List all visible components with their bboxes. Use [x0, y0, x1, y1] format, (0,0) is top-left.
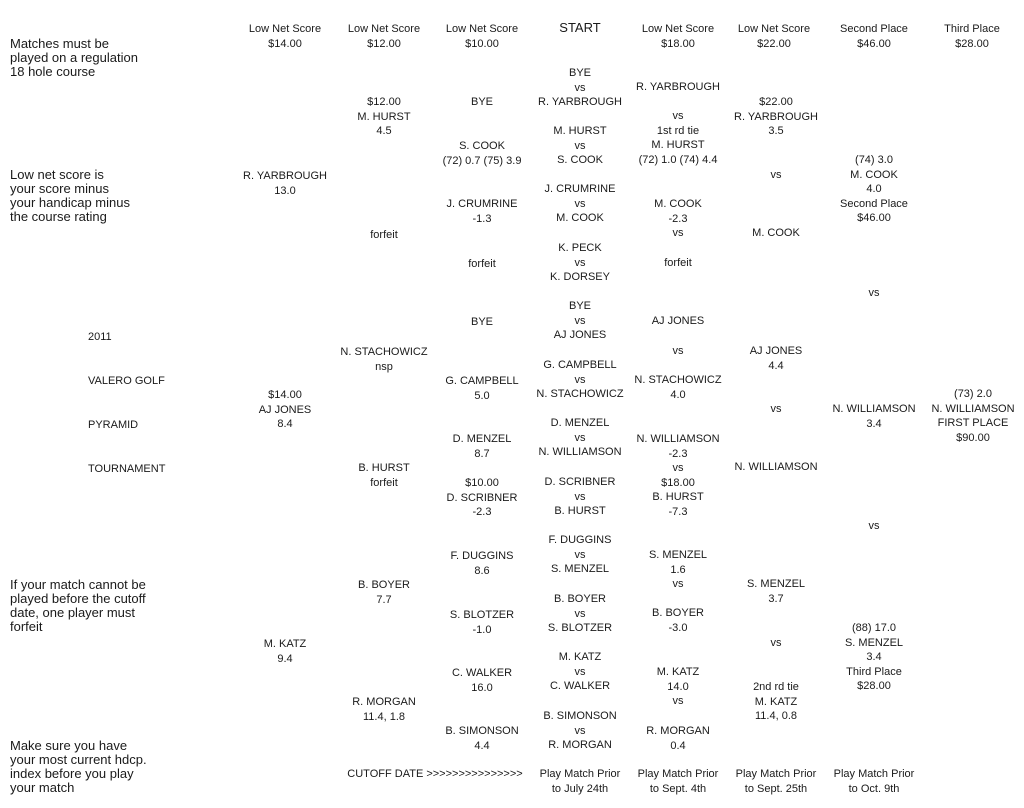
text-line: M. KATZ: [558, 651, 602, 663]
text-line: $90.00: [956, 431, 990, 444]
text-line: F. DUGGINS: [548, 534, 612, 546]
text-line: Low Net Score: [347, 23, 421, 35]
text-line: Low Net Score: [737, 23, 811, 35]
text-line: R. YARBROUGH: [243, 170, 327, 182]
col2-entry-b-hurst: [334, 461, 434, 490]
col6-entry-vs-3: [724, 636, 828, 651]
text-line: to Sept. 25th: [744, 782, 808, 795]
event-name-line3: TOURNAMENT: [88, 463, 166, 475]
col5-entry-jones: [628, 314, 728, 329]
text-line: $46.00: [857, 212, 891, 224]
text-line: R. YARBROUGH: [538, 96, 622, 108]
text-line: 3.4: [866, 651, 882, 663]
start-match-11: [520, 650, 640, 694]
text-line: your score minus: [10, 181, 109, 196]
text-line: vs: [672, 462, 684, 474]
event-year: 2011: [88, 331, 112, 343]
text-line: K. DORSEY: [550, 271, 610, 283]
text-line: Low net score is: [10, 167, 104, 182]
header-round5: [628, 22, 728, 51]
col3-entry-bye: [432, 95, 532, 110]
text-line: 7.7: [376, 593, 392, 606]
text-line: 16.0: [471, 681, 493, 694]
text-line: to July 24th: [551, 782, 609, 795]
text-line: forfeit: [10, 619, 43, 634]
text-line: [628, 592, 728, 607]
text-line: B. BOYER: [652, 607, 704, 619]
text-line: D. MENZEL: [452, 433, 512, 445]
text-line: D. SCRIBNER: [446, 491, 518, 504]
text-line: 3.7: [768, 592, 784, 605]
text-line: vs: [672, 227, 684, 239]
text-line: M. HURST: [357, 110, 411, 123]
col6-entry-vs-2: [724, 402, 828, 417]
text-line: vs: [574, 197, 586, 210]
text-line: played before the cutoff: [10, 591, 146, 606]
text-line: $14.00: [268, 37, 302, 50]
text-line: your most current hdcp.: [10, 752, 147, 767]
text-line: vs: [574, 81, 586, 94]
header-round3: [432, 22, 532, 51]
text-line: START: [559, 20, 601, 35]
text-line: $12.00: [367, 96, 401, 108]
text-line: -2.3: [668, 212, 688, 225]
text-line: S. MENZEL: [550, 563, 610, 575]
start-match-5: [520, 299, 640, 343]
text-line: B. SIMONSON: [543, 710, 617, 722]
col5-entry-forfeit: [628, 256, 728, 271]
text-line: S. MENZEL: [648, 549, 708, 561]
text-line: forfeit: [468, 258, 496, 270]
text-line: $28.00: [857, 680, 891, 692]
header-start: [530, 21, 630, 36]
text-line: R. MORGAN: [548, 739, 612, 751]
text-line: 8.4: [277, 418, 293, 430]
text-line: index before you play: [10, 766, 134, 781]
text-line: If your match cannot be: [10, 577, 146, 592]
text-line: S. COOK: [459, 140, 505, 152]
text-line: vs: [574, 490, 586, 503]
text-line: D. SCRIBNER: [544, 476, 616, 488]
col7-entry-cook-second: [822, 153, 926, 226]
text-line: played on a regulation: [10, 50, 138, 65]
text-line: S. BLOTZER: [547, 622, 613, 634]
text-line: 11.4, 0.8: [755, 710, 797, 722]
start-match-8: [520, 475, 640, 519]
text-line: R. MORGAN: [646, 725, 710, 737]
text-line: your handicap minus: [10, 195, 130, 210]
text-line: the course rating: [10, 209, 107, 224]
col5-entry-menzel-boyer: [628, 548, 728, 635]
text-line: forfeit: [370, 229, 398, 241]
col2-entry-boyer: [334, 578, 434, 607]
text-line: $10.00: [465, 477, 499, 489]
text-line: -7.3: [668, 505, 688, 518]
col1-entry-yarbrough: [235, 169, 335, 198]
col3-entry-simonson: [432, 724, 532, 753]
col7-entry-vs-2: [822, 519, 926, 534]
text-line: vs: [672, 578, 684, 590]
col3-entry-crumrine: [432, 197, 532, 226]
text-line: Second Place: [840, 197, 908, 210]
col5-entry-m-cook: [628, 197, 728, 241]
text-line: J. CRUMRINE: [446, 198, 518, 210]
text-line: 4.4: [768, 359, 784, 372]
text-line: $10.00: [465, 37, 499, 50]
text-line: 14.0: [667, 680, 689, 693]
col6-entry-vs-1: [724, 168, 828, 183]
note-handicap-index: [10, 739, 147, 795]
text-line: C. WALKER: [451, 667, 513, 679]
header-round1: [235, 22, 335, 51]
text-line: date, one player must: [10, 605, 136, 620]
text-line: $22.00: [759, 96, 793, 108]
text-line: B. HURST: [652, 491, 704, 503]
text-line: B. SIMONSON: [445, 725, 519, 737]
text-line: R. YARBROUGH: [636, 81, 720, 93]
col5-entry-morgan: [628, 724, 728, 753]
text-line: Matches must be: [10, 36, 109, 51]
text-line: B. HURST: [358, 462, 410, 474]
text-line: 9.4: [277, 652, 293, 665]
text-line: vs: [868, 287, 880, 299]
text-line: $12.00: [367, 37, 401, 50]
col5-entry-hurst-tie: [618, 109, 738, 167]
text-line: M. COOK: [752, 227, 800, 239]
text-line: Low Net Score: [445, 23, 519, 35]
text-line: 1.6: [670, 563, 686, 576]
text-line: $28.00: [955, 37, 989, 50]
header-second-place: [824, 22, 924, 51]
text-line: N. STACHOWICZ: [340, 346, 428, 358]
text-line: N. WILLIAMSON: [538, 446, 622, 458]
col6-entry-yarbrough: [724, 95, 828, 139]
text-line: K. PECK: [558, 242, 602, 254]
col6-entry-m-cook: [724, 226, 828, 241]
text-line: 4.4: [474, 739, 490, 752]
text-line: (73) 2.0: [954, 388, 992, 400]
text-line: (72) 0.7 (75) 3.9: [442, 154, 522, 167]
text-line: forfeit: [664, 257, 692, 269]
text-line: M. KATZ: [656, 666, 700, 678]
text-line: BYE: [470, 96, 493, 108]
text-line: 3.5: [768, 125, 784, 137]
text-line: M. COOK: [850, 168, 898, 181]
text-line: 8.6: [474, 564, 490, 577]
text-line: to Oct. 9th: [848, 782, 900, 795]
header-third-place: [922, 22, 1022, 51]
text-line: C. WALKER: [549, 680, 611, 692]
text-line: vs: [574, 607, 586, 620]
text-line: (88) 17.0: [851, 622, 897, 634]
start-match-12: [520, 709, 640, 753]
col7-entry-williamson: [818, 402, 930, 431]
col3-entry-duggins: [432, 549, 532, 578]
col6-entry-menzel: [724, 577, 828, 606]
col7-entry-menzel-third: [822, 621, 926, 694]
text-line: S. MENZEL: [746, 578, 806, 590]
text-line: vs: [574, 314, 586, 327]
text-line: vs: [574, 724, 586, 737]
col2-entry-forfeit: [334, 228, 434, 243]
col6-entry-williamson: [724, 460, 828, 475]
text-line: R. MORGAN: [352, 696, 416, 708]
note-regulation-course: [10, 37, 138, 79]
col1-entry-katz: [235, 637, 335, 666]
text-line: -1.0: [472, 623, 492, 636]
text-line: 11.4, 1.8: [363, 710, 405, 723]
text-line: vs: [574, 373, 586, 386]
text-line: 4.0: [866, 183, 882, 195]
start-match-3: [520, 182, 640, 226]
text-line: $46.00: [857, 37, 891, 50]
text-line: N. WILLIAMSON: [832, 403, 916, 415]
text-line: G. CAMPBELL: [543, 359, 617, 371]
text-line: vs: [868, 520, 880, 532]
text-line: Play Match Prior: [539, 768, 621, 780]
text-line: B. BOYER: [358, 579, 410, 591]
text-line: (74) 3.0: [855, 154, 893, 166]
header-round2: [334, 22, 434, 51]
col5-entry-vs: [628, 344, 728, 359]
text-line: $14.00: [268, 389, 302, 401]
text-line: M. KATZ: [263, 638, 307, 650]
col2-entry-hurst: [334, 95, 434, 139]
text-line: M. HURST: [553, 125, 607, 137]
text-line: AJ JONES: [749, 345, 803, 357]
text-line: vs: [770, 403, 782, 415]
note-cutoff-forfeit: [10, 578, 146, 634]
text-line: 5.0: [474, 389, 490, 402]
event-name-line2: PYRAMID: [88, 419, 139, 431]
text-line: vs: [770, 169, 782, 181]
text-line: Play Match Prior: [637, 768, 719, 780]
header-round6: [724, 22, 824, 51]
col5-entry-stachowicz: [628, 373, 728, 402]
start-match-9: [520, 533, 640, 577]
text-line: -1.3: [472, 212, 492, 225]
text-line: vs: [574, 431, 586, 444]
text-line: 4.5: [376, 125, 392, 137]
text-line: 8.7: [474, 447, 490, 460]
text-line: N. WILLIAMSON: [931, 402, 1015, 415]
text-line: Low Net Score: [641, 23, 715, 35]
col5-entry-katz: [628, 665, 728, 709]
text-line: Play Match Prior: [833, 768, 915, 780]
text-line: (72) 1.0 (74) 4.4: [638, 153, 718, 166]
text-line: S. COOK: [557, 154, 603, 166]
text-line: M. COOK: [654, 198, 702, 210]
start-match-1: [520, 66, 640, 110]
col7-entry-vs-1: [822, 286, 926, 301]
text-line: AJ JONES: [553, 329, 607, 341]
text-line: $18.00: [661, 476, 695, 489]
deadline-oct-9: [822, 767, 926, 796]
text-line: M. COOK: [556, 212, 604, 224]
col3-entry-cook: [432, 139, 532, 168]
text-line: vs: [672, 695, 684, 707]
col5-entry-yarbrough: [628, 80, 728, 95]
text-line: -2.3: [668, 447, 688, 460]
text-line: vs: [770, 637, 782, 649]
col2-entry-stachowicz: [334, 345, 434, 374]
text-line: N. STACHOWICZ: [536, 388, 624, 400]
text-line: R. YARBROUGH: [734, 110, 818, 123]
start-match-4: [520, 241, 640, 285]
text-line: D. MENZEL: [550, 417, 610, 429]
text-line: 1st rd tie: [656, 124, 700, 137]
col8-entry-champion: [922, 387, 1024, 445]
col6-entry-jones: [724, 344, 828, 373]
text-line: BYE: [568, 300, 591, 312]
text-line: N. WILLIAMSON: [734, 461, 818, 473]
text-line: N. STACHOWICZ: [634, 374, 722, 386]
col3-entry-campbell: [432, 374, 532, 403]
deadline-sept-25: [724, 767, 828, 796]
text-line: AJ JONES: [651, 315, 705, 327]
text-line: nsp: [375, 360, 393, 373]
text-line: BYE: [470, 316, 493, 328]
col3-entry-blotzer: [432, 608, 532, 637]
text-line: Low Net Score: [248, 23, 322, 35]
text-line: S. MENZEL: [844, 636, 904, 649]
text-line: your match: [10, 780, 75, 795]
text-line: N. WILLIAMSON: [636, 433, 720, 445]
text-line: 0.4: [670, 739, 686, 752]
start-match-7: [520, 416, 640, 460]
text-line: Third Place: [944, 23, 1000, 35]
text-line: $22.00: [757, 37, 791, 50]
text-line: AJ JONES: [258, 403, 312, 416]
text-line: M. HURST: [651, 139, 705, 151]
text-line: FIRST PLACE: [937, 417, 1009, 429]
event-name-line1: VALERO GOLF: [88, 375, 165, 387]
text-line: vs: [574, 665, 586, 678]
col3-entry-forfeit: [432, 257, 532, 272]
text-line: vs: [574, 139, 586, 152]
deadline-july-24: [530, 767, 630, 796]
col2-entry-morgan: [334, 695, 434, 724]
start-match-10: [520, 592, 640, 636]
text-line: 2nd rd tie: [753, 681, 799, 693]
text-line: forfeit: [370, 476, 398, 489]
text-line: G. CAMPBELL: [445, 375, 519, 387]
col3-entry-bye-2: [432, 315, 532, 330]
text-line: 13.0: [274, 184, 296, 197]
text-line: 3.4: [866, 417, 882, 430]
col6-entry-katz-tie: [724, 680, 828, 724]
text-line: F. DUGGINS: [450, 550, 514, 562]
text-line: S. BLOTZER: [449, 609, 515, 621]
text-line: vs: [672, 110, 684, 122]
text-line: BYE: [568, 67, 591, 79]
text-line: Third Place: [846, 665, 902, 678]
text-line: vs: [574, 548, 586, 561]
text-line: to Sept. 4th: [649, 782, 707, 795]
col3-entry-walker: [432, 666, 532, 695]
text-line: J. CRUMRINE: [544, 183, 616, 195]
text-line: $18.00: [661, 37, 695, 50]
text-line: vs: [574, 256, 586, 269]
text-line: B. BOYER: [554, 593, 606, 605]
text-line: Second Place: [840, 23, 908, 35]
col3-entry-menzel: [432, 432, 532, 461]
start-match-6: [520, 358, 640, 402]
text-line: 4.0: [670, 388, 686, 401]
text-line: Play Match Prior: [735, 768, 817, 780]
col5-entry-williamson-hurst: [628, 432, 728, 519]
note-low-net-score: [10, 168, 130, 224]
col1-entry-jones: [235, 388, 335, 432]
text-line: -3.0: [668, 621, 688, 634]
deadline-sept-4: [628, 767, 728, 796]
text-line: -2.3: [472, 506, 492, 518]
col3-entry-scribner: [432, 476, 532, 520]
text-line: M. KATZ: [754, 695, 798, 708]
text-line: B. HURST: [554, 505, 606, 517]
text-line: 18 hole course: [10, 64, 96, 79]
cutoff-date-label: CUTOFF DATE >>>>>>>>>>>>>>>: [347, 768, 523, 780]
text-line: Make sure you have: [10, 738, 128, 753]
text-line: vs: [672, 345, 684, 357]
